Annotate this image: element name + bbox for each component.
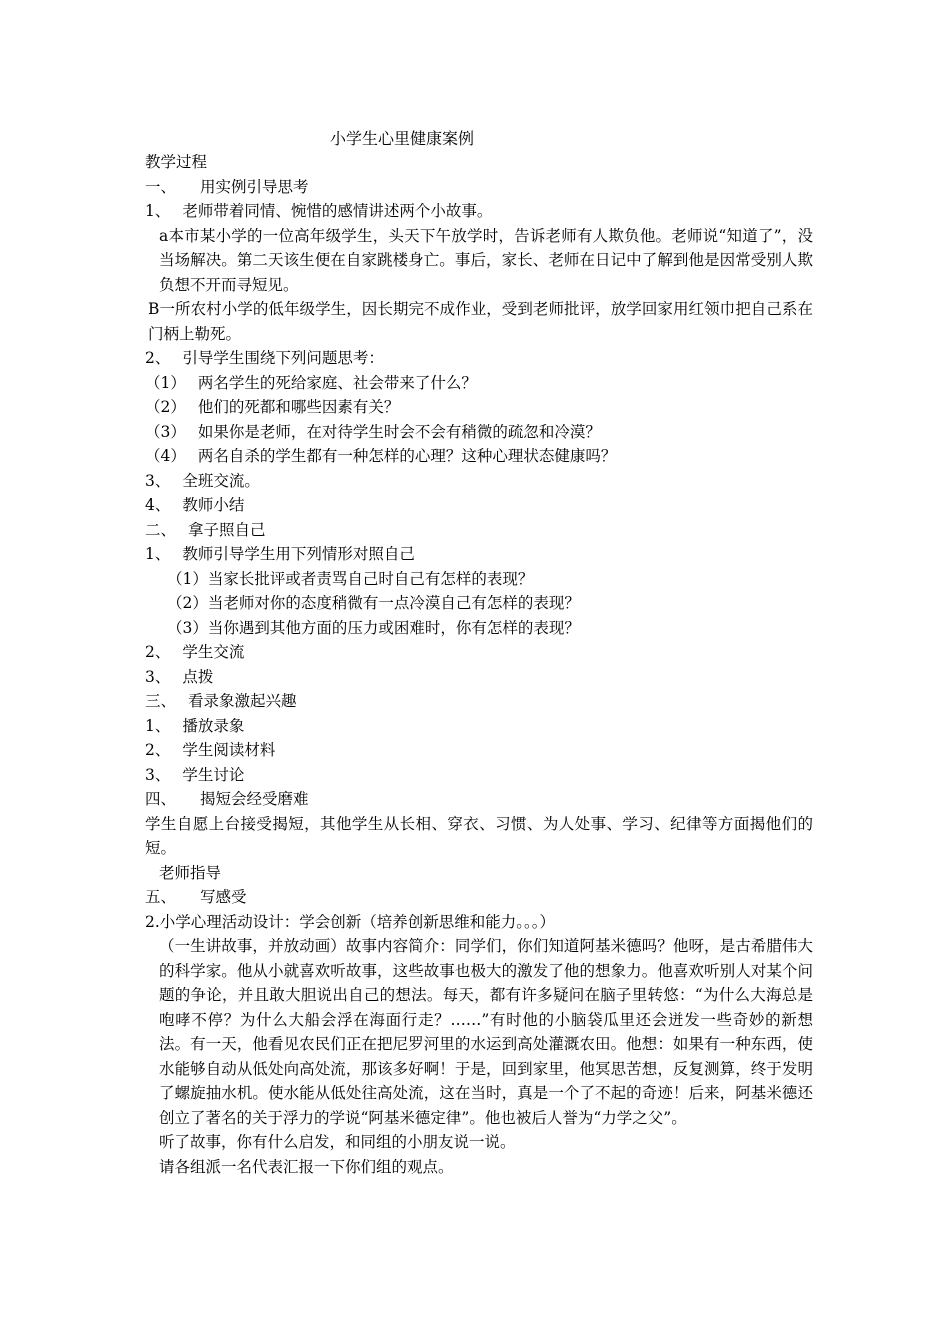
discussion-prompt: 听了故事，你有什么启发，和同组的小朋友说一说。 bbox=[159, 1133, 516, 1151]
section-title-text: 写感受 bbox=[200, 888, 247, 906]
question-text: 两名学生的死给家庭、社会带来了什么？ bbox=[197, 373, 477, 392]
list-item bbox=[145, 763, 813, 788]
document-body bbox=[145, 150, 813, 1179]
story-b-paragraph: B一所农村小学的低年级学生，因长期完不成作业，受到老师批评，放学回家用红领巾把自己系在门柄上勒死。 bbox=[148, 300, 813, 343]
item-number: 2、 bbox=[145, 643, 171, 661]
section-3-title bbox=[145, 689, 813, 714]
item-text: 引导学生围绕下列问题思考： bbox=[182, 349, 384, 367]
section-2-title bbox=[145, 518, 813, 543]
list-item bbox=[145, 199, 813, 224]
question-text: 他们的死都和哪些因素有关？ bbox=[197, 398, 400, 416]
section-number: 四、 bbox=[145, 790, 177, 808]
question-number: （2） bbox=[145, 398, 186, 416]
item-number: 1、 bbox=[145, 716, 171, 735]
item-text: 播放录象 bbox=[182, 716, 245, 735]
question-item bbox=[145, 420, 813, 445]
activity-title: 2.小学心理活动设计：学会创新（培养创新思维和能力。。。） bbox=[145, 912, 556, 931]
document-title: 小学生心里健康案例 bbox=[330, 129, 475, 148]
section-5-title bbox=[145, 885, 813, 910]
archimedes-story: （一生讲故事，并放动画）故事内容简介：同学们，你们知道阿基米德吗？他呀，是古希腊伟大的科学家。他从小就喜欢听故事，这些故事也极大的激发了他的想象力。他喜欢听别人对某个问题的争论，并且敢大胆说出自己的想法。每天，都有许多疑问在脑子里转悠：“为什么大海总是咆哮不停？为什么大船会浮在海面行走？……”有时他的小脑袋瓜里还会迸发一些奇妙的新想法。有一天，他看见农民们正在把尼罗河里的水运到高处灌溉农田。他想：如果有一种东西，使水能够自动从低处向高处流，那该多好啊！于是，回到家里，他冥思苦想，反复测算，终于发明了螺旋抽水机。使水能从低处往高处流，这在当时，真是一个了不起的奇迹！后来，阿基米德还创立了著名的关于浮力的学说“阿基米德定律”。他也被后人誉为“力学之父”。 bbox=[159, 937, 813, 1127]
item-text: 教师小结 bbox=[182, 496, 245, 514]
item-number: 3、 bbox=[145, 471, 171, 490]
item-text: 老师带着同情、惋惜的感情讲述两个小故事。 bbox=[182, 202, 493, 220]
sub-item: （1）当家长批评或者责骂自己时自己有怎样的表现？ bbox=[167, 569, 534, 588]
section-4-title bbox=[145, 787, 813, 812]
list-item bbox=[145, 542, 813, 567]
question-number: （1） bbox=[145, 373, 186, 392]
item-number: 2、 bbox=[145, 741, 171, 759]
section-title-text: 揭短会经受磨难 bbox=[200, 790, 309, 808]
item-number: 3、 bbox=[145, 667, 171, 686]
section-number: 一、 bbox=[145, 177, 177, 196]
item-number: 1、 bbox=[145, 202, 171, 220]
item-text: 全班交流。 bbox=[182, 471, 260, 490]
story-a-paragraph: a本市某小学的一位高年级学生，头天下午放学时，告诉老师有人欺负他。老师说“知道了”，没当场解决。第二天该生便在自家跳楼身亡。事后，家长、老师在日记中了解到他是因常受别人欺负想不开而寻短见。 bbox=[159, 226, 813, 294]
heading-teaching-process: 教学过程 bbox=[145, 153, 208, 171]
teacher-guidance: 老师指导 bbox=[159, 863, 222, 882]
section-title-text: 看录象激起兴趣 bbox=[188, 692, 297, 710]
sub-item: （3）当你遇到其他方面的压力或困难时，你有怎样的表现？ bbox=[167, 618, 580, 637]
item-text: 教师引导学生用下列情形对照自己 bbox=[182, 545, 415, 563]
item-number: 1、 bbox=[145, 545, 171, 563]
section-1-title bbox=[145, 175, 813, 200]
item-number: 3、 bbox=[145, 765, 171, 784]
question-number: （4） bbox=[145, 447, 186, 465]
item-number: 2、 bbox=[145, 349, 171, 367]
item-text: 学生交流 bbox=[182, 643, 245, 661]
report-prompt: 请各组派一名代表汇报一下你们组的观点。 bbox=[159, 1157, 454, 1176]
sub-item: （2）当老师对你的态度稍微有一点冷漠自己有怎样的表现？ bbox=[167, 594, 580, 612]
item-text: 学生阅读材料 bbox=[182, 741, 276, 759]
list-item bbox=[145, 493, 813, 518]
section-number: 二、 bbox=[145, 520, 177, 539]
item-text: 点拨 bbox=[182, 667, 214, 686]
question-number: （3） bbox=[145, 422, 186, 441]
section-number: 五、 bbox=[145, 888, 177, 906]
list-item bbox=[145, 738, 813, 763]
question-text: 两名自杀的学生都有一种怎样的心理？这种心理状态健康吗？ bbox=[197, 447, 617, 465]
question-item bbox=[145, 395, 813, 420]
section-title-text: 用实例引导思考 bbox=[200, 177, 309, 196]
list-item bbox=[145, 346, 813, 371]
list-item bbox=[145, 714, 813, 739]
question-text: 如果你是老师，在对待学生时会不会有稍微的疏忽和冷漠？ bbox=[197, 422, 601, 441]
list-item bbox=[145, 469, 813, 494]
section-title-text: 拿子照自己 bbox=[188, 520, 266, 539]
item-number: 4、 bbox=[145, 496, 171, 514]
section-number: 三、 bbox=[145, 692, 177, 710]
list-item bbox=[145, 665, 813, 690]
question-item bbox=[145, 444, 813, 469]
expose-paragraph: 学生自愿上台接受揭短，其他学生从长相、穿衣、习惯、为人处事、学习、纪律等方面揭他们的短。 bbox=[145, 814, 813, 857]
list-item bbox=[145, 640, 813, 665]
item-text: 学生讨论 bbox=[182, 765, 245, 784]
question-item bbox=[145, 371, 813, 396]
